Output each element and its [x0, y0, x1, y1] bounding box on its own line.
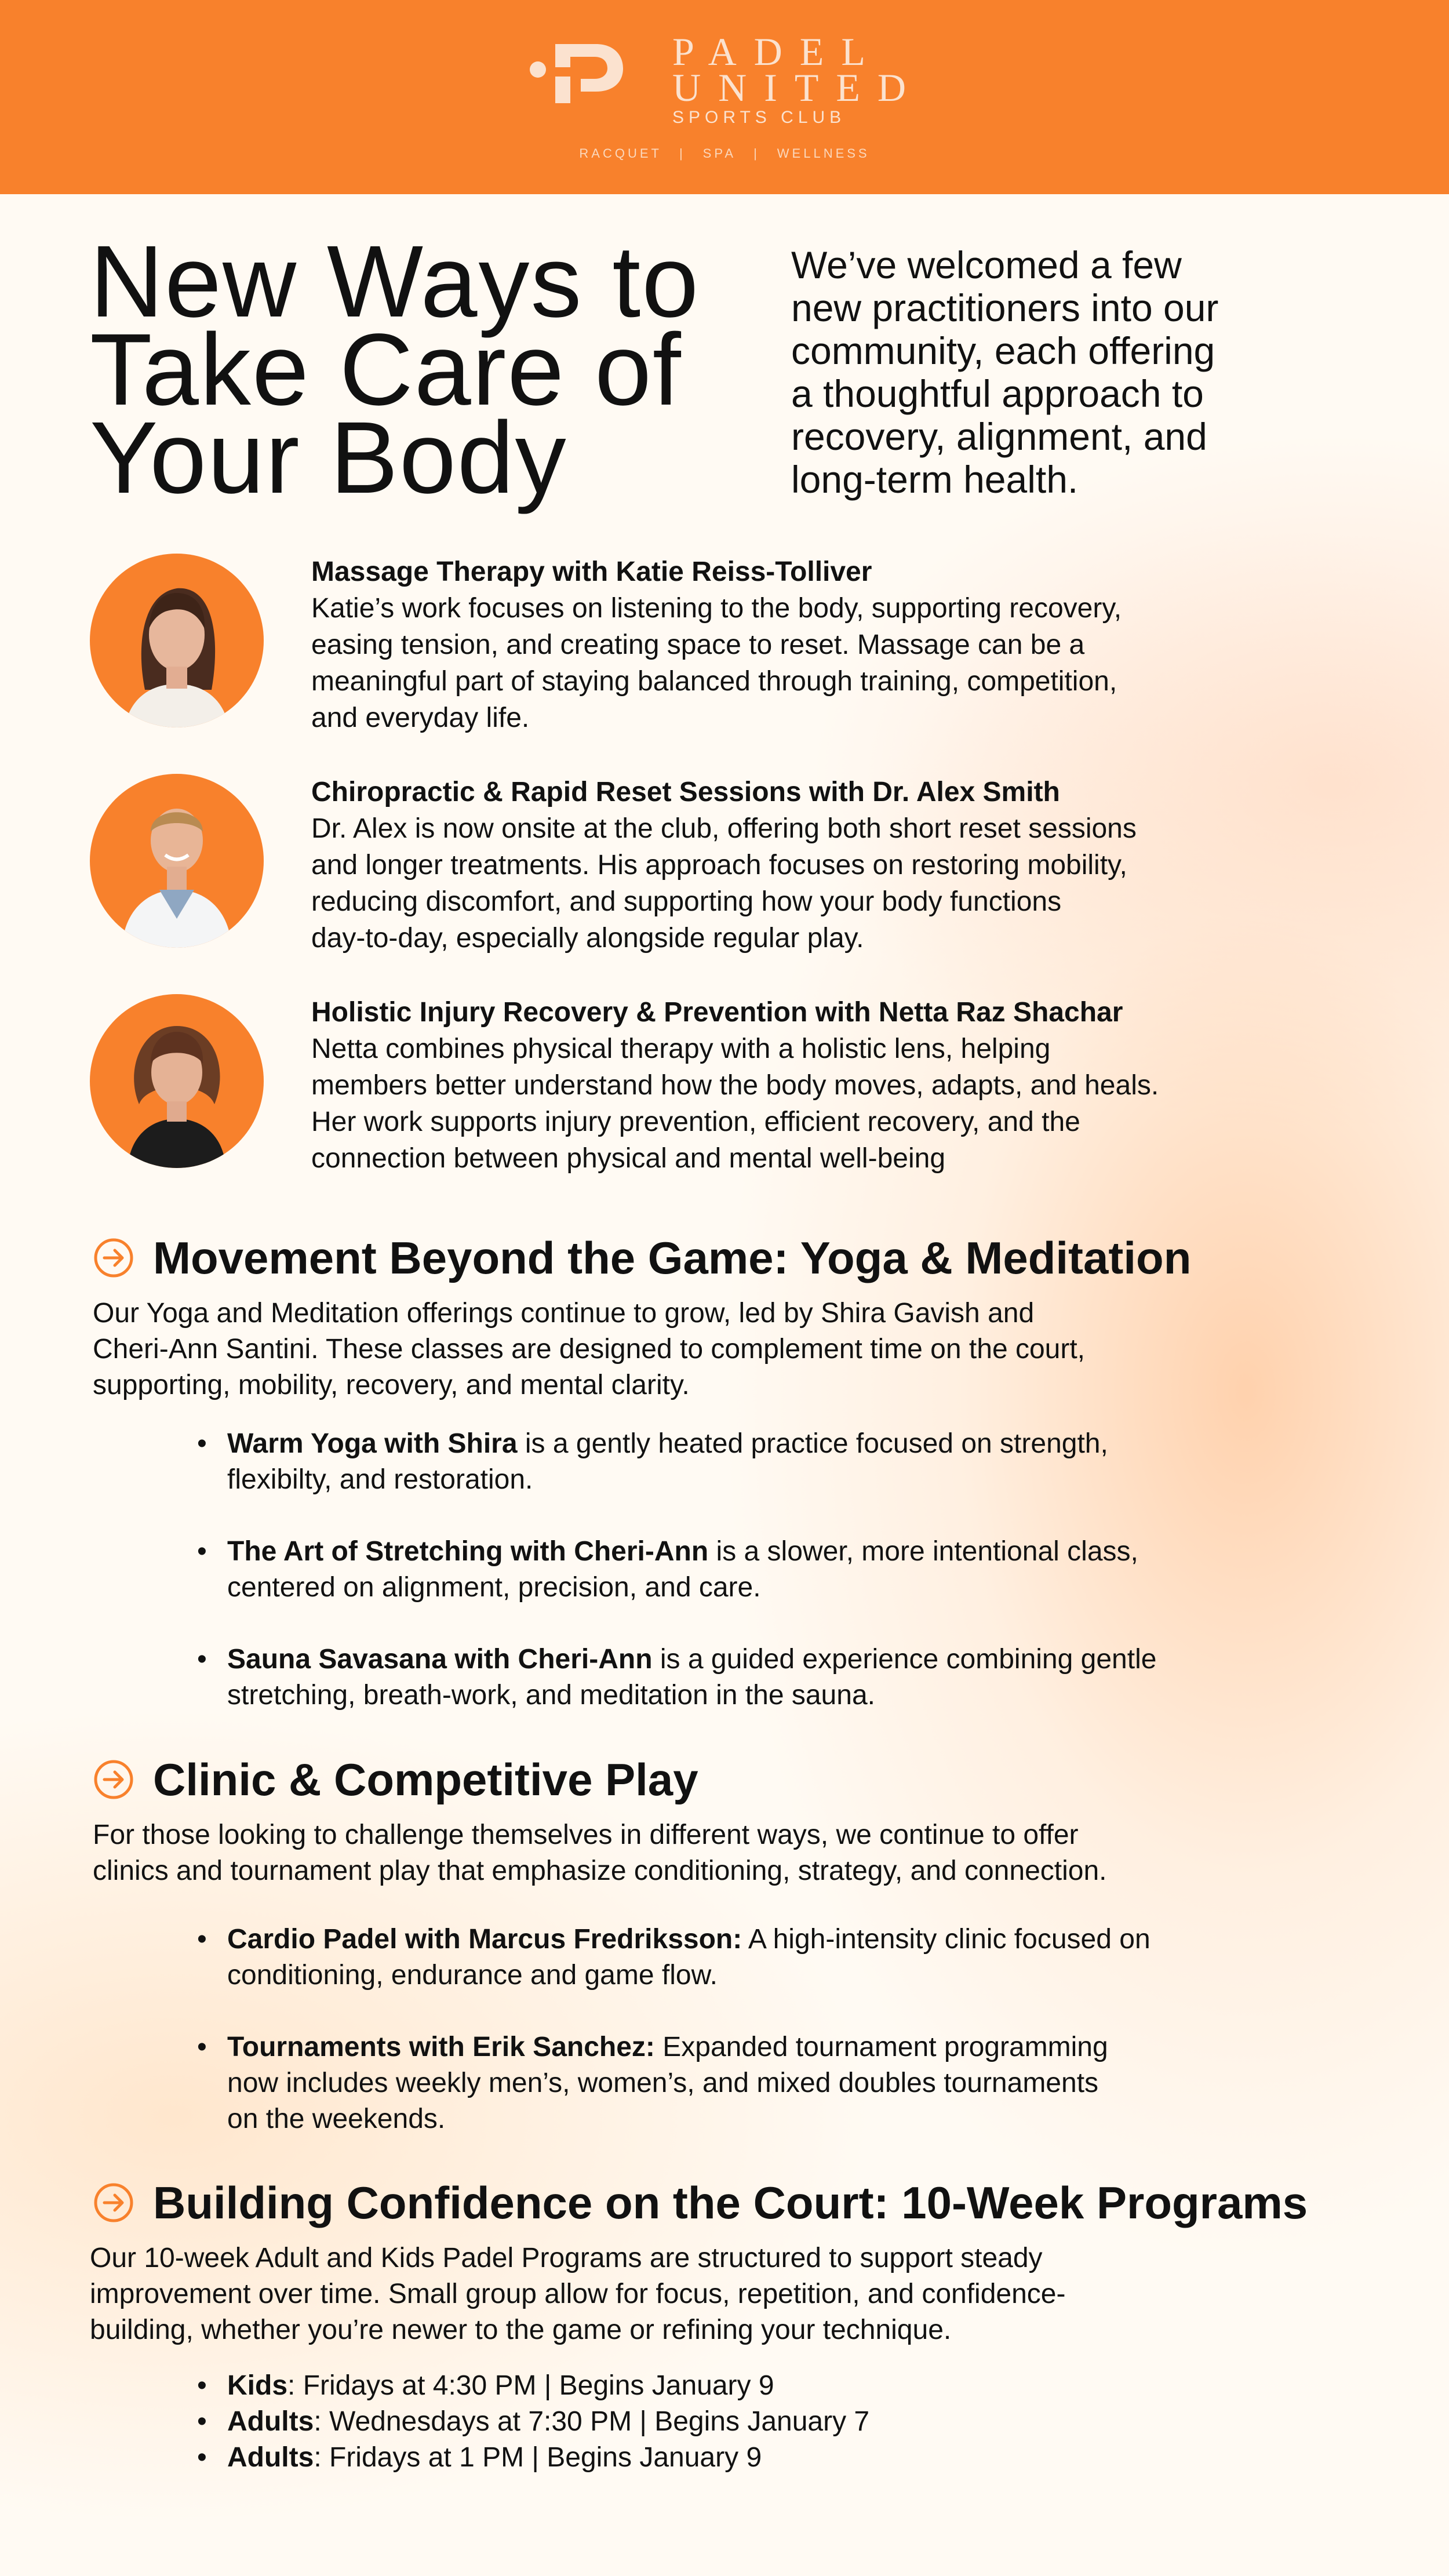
item-desc: is a guided experience combining gentle [652, 1644, 1157, 1675]
list-item [197, 2029, 1356, 2137]
clinic-list [197, 1922, 1356, 2137]
item-desc: on the weekends. [227, 2104, 446, 2134]
paragraph-line: building, whether you’re newer to the game or refining your technique. [90, 2315, 952, 2345]
intro-line: long-term health. [791, 458, 1079, 501]
tagline-wellness: WELLNESS [777, 146, 870, 161]
section-paragraph [93, 1296, 1397, 1403]
item-desc: : Fridays at 4:30 PM | Begins January 9 [287, 2370, 774, 2401]
paragraph-line: Cheri-Ann Santini. These classes are designed to complement time on the court, [93, 1334, 1086, 1365]
item-desc: : Wednesdays at 7:30 PM | Begins January 7 [314, 2406, 870, 2437]
arrow-right-circle-icon [93, 2182, 134, 2224]
paragraph-line: clinics and tournament play that emphasize conditioning, strategy, and connection. [93, 1855, 1107, 1886]
item-desc: is a gently heated practice focused on strength, [517, 1428, 1108, 1459]
item-desc: A high-intensity clinic focused on [742, 1924, 1151, 1955]
section-paragraph [90, 2240, 1394, 2348]
list-item [197, 1922, 1356, 1993]
item-desc: now includes weekly men’s, women’s, and mixed doubles tournaments [227, 2068, 1099, 2098]
paragraph-line: Our 10-week Adult and Kids Padel Programs are structured to support steady [90, 2243, 1043, 2273]
intro-line: a thoughtful approach to [791, 372, 1204, 415]
avatar-katie [90, 554, 264, 727]
practitioner-text [311, 554, 1412, 736]
practitioner-title: Chiropractic & Rapid Reset Sessions with Dr. Alex Smith [311, 777, 1060, 807]
item-name: Cardio Padel with Marcus Fredriksson: [227, 1924, 742, 1955]
practitioner-desc-line: Katie’s work focuses on listening to the body, supporting recovery, [311, 593, 1122, 624]
item-desc: is a slower, more intentional class, [708, 1536, 1138, 1567]
paragraph-line: For those looking to challenge themselves in different ways, we continue to offer [93, 1820, 1079, 1850]
item-name: The Art of Stretching with Cheri-Ann [227, 1536, 709, 1567]
program-schedule-list [197, 2368, 1356, 2476]
practitioner-desc-line: and everyday life. [311, 703, 530, 733]
practitioner-desc-line: members better understand how the body moves, adapts, and heals. [311, 1070, 1159, 1101]
arrow-right-circle-icon [93, 1237, 134, 1279]
item-name: Warm Yoga with Shira [227, 1428, 518, 1459]
intro-line: recovery, alignment, and [791, 415, 1207, 458]
practitioner-desc-line: reducing discomfort, and supporting how your body functions [311, 886, 1062, 917]
list-item [197, 1426, 1356, 1498]
section-title: Clinic & Competitive Play [153, 1753, 698, 1805]
brand-wordmark [672, 30, 924, 128]
header-banner [0, 0, 1449, 194]
practitioner-desc-line: easing tension, and creating space to reset. Massage can be a [311, 630, 1085, 660]
paragraph-line: Our Yoga and Meditation offerings continue to grow, led by Shira Gavish and [93, 1298, 1035, 1329]
person-portrait-icon [90, 994, 264, 1168]
item-name: Adults [227, 2406, 314, 2437]
brand-tagline [0, 146, 1449, 161]
practitioner-title: Holistic Injury Recovery & Prevention with Netta Raz Shachar [311, 997, 1123, 1028]
item-desc: conditioning, endurance and game flow. [227, 1960, 718, 1991]
practitioner-desc-line: Her work supports injury prevention, efficient recovery, and the [311, 1107, 1080, 1137]
page-title-line: Your Body [90, 401, 567, 515]
avatar-alex [90, 774, 264, 948]
person-portrait-icon [90, 554, 264, 727]
avatar-netta [90, 994, 264, 1168]
list-item [197, 2404, 1356, 2440]
list-item [197, 1642, 1356, 1713]
person-portrait-icon [90, 774, 264, 948]
tagline-separator: | [679, 146, 686, 161]
tagline-separator: | [753, 146, 760, 161]
practitioner-text [311, 994, 1412, 1177]
section-title: Movement Beyond the Game: Yoga & Meditation [153, 1232, 1192, 1283]
practitioner-title: Massage Therapy with Katie Reiss-Tolliver [311, 556, 872, 587]
section-paragraph [93, 1817, 1397, 1889]
brand-name-line1: PADEL [672, 30, 883, 74]
tagline-spa: SPA [702, 146, 737, 161]
intro-line: community, each offering [791, 329, 1215, 372]
page-title-line: Take Care of [90, 313, 682, 427]
practitioner-desc-line: Dr. Alex is now onsite at the club, offering both short reset sessions [311, 813, 1137, 844]
practitioner-desc-line: Netta combines physical therapy with a holistic lens, helping [311, 1034, 1051, 1064]
yoga-class-list [197, 1426, 1356, 1713]
item-name: Adults [227, 2442, 314, 2473]
page-title [90, 225, 785, 515]
section-heading-clinic [93, 1753, 698, 1806]
item-name: Tournaments with Erik Sanchez: [227, 2032, 655, 2062]
list-item [197, 1534, 1356, 1606]
item-desc: centered on alignment, precision, and care. [227, 1572, 761, 1603]
practitioner-desc-line: and longer treatments. His approach focuses on restoring mobility, [311, 850, 1127, 881]
item-desc: : Fridays at 1 PM | Begins January 9 [314, 2442, 762, 2473]
intro-line: We’ve welcomed a few [791, 243, 1182, 286]
item-desc: flexibilty, and restoration. [227, 1464, 533, 1495]
section-heading-programs [93, 2177, 1308, 2229]
practitioner-desc-line: day-to-day, especially alongside regular play. [311, 923, 864, 954]
tagline-racquet: RACQUET [579, 146, 662, 161]
section-title: Building Confidence on the Court: 10-Week Programs [153, 2177, 1308, 2228]
intro-line: new practitioners into our [791, 286, 1219, 329]
practitioner-desc-line: meaningful part of staying balanced through training, competition, [311, 666, 1117, 697]
paragraph-line: improvement over time. Small group allow for focus, repetition, and confidence- [90, 2279, 1066, 2309]
paragraph-line: supporting, mobility, recovery, and mental clarity. [93, 1370, 690, 1400]
item-name: Sauna Savasana with Cheri-Ann [227, 1644, 653, 1675]
padel-logo-icon [527, 34, 626, 109]
practitioner-text [311, 774, 1412, 956]
item-desc: stretching, breath-work, and meditation in the sauna. [227, 1680, 875, 1711]
arrow-right-circle-icon [93, 1759, 134, 1800]
list-item [197, 2368, 1356, 2404]
brand-name-line2: UNITED [672, 66, 924, 110]
brand-name-line3: SPORTS CLUB [672, 108, 846, 127]
section-heading-yoga [93, 1232, 1191, 1284]
practitioner-desc-line: connection between physical and mental well-being [311, 1143, 946, 1174]
item-desc: Expanded tournament programming [654, 2032, 1108, 2062]
list-item [197, 2440, 1356, 2476]
page-title-line: New Ways to [90, 225, 700, 339]
intro-paragraph [791, 243, 1371, 501]
item-name: Kids [227, 2370, 288, 2401]
